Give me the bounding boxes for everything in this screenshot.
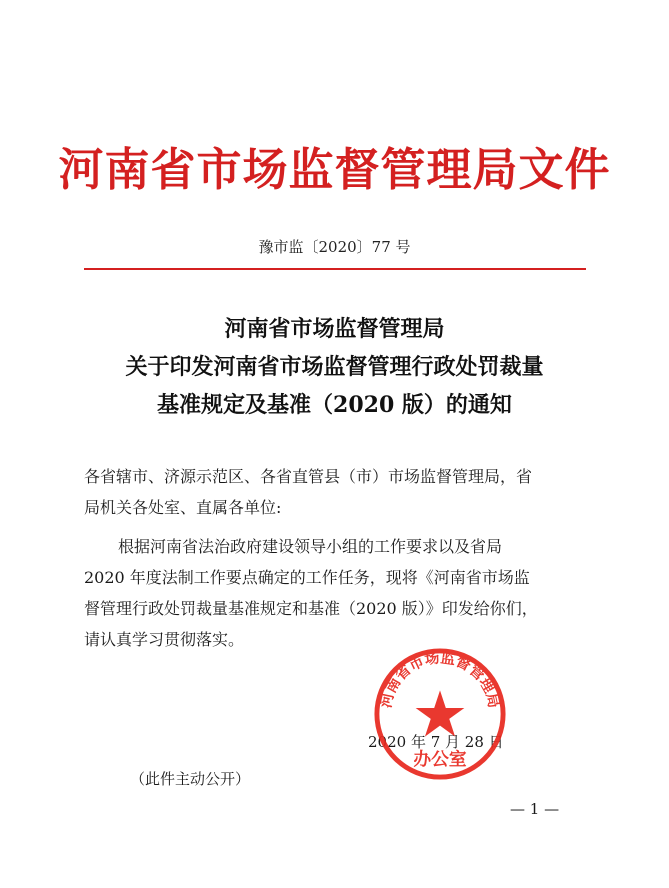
seal-star-icon — [416, 690, 465, 736]
title-line-3: 基准规定及基准（2020 版）的通知 — [157, 392, 512, 418]
issue-date: 2020 年 7 月 28 日 — [368, 733, 504, 751]
seal-ring-text: 河南省市场监督管理局 — [377, 649, 503, 710]
official-seal-icon — [371, 645, 509, 783]
seal-unit-text: 办公室 — [413, 750, 467, 771]
title-line-2: 关于印发河南省市场监督管理行政处罚裁量 — [125, 354, 544, 380]
disclosure-note: （此件主动公开） — [130, 770, 251, 788]
body-line-4: 2020 年度法制工作要点确定的工作任务，现将《河南省市场监 — [84, 568, 530, 587]
body-line-3: 根据河南省法治政府建设领导小组的工作要求以及省局 — [118, 537, 503, 556]
document-number: 豫市监〔2020〕77 号 — [258, 238, 411, 256]
page-number: — 1 — — [510, 800, 560, 818]
body-line-2: 局机关各处室、直属各单位: — [84, 498, 282, 517]
red-divider — [84, 268, 586, 270]
title-line-1: 河南省市场监督管理局 — [224, 316, 445, 342]
body-line-6: 请认真学习贯彻落实。 — [84, 630, 245, 649]
document-header: 河南省市场监督管理局文件 — [58, 143, 611, 196]
body-line-1: 各省辖市、济源示范区、各省直管县（市）市场监督管理局，省 — [84, 467, 533, 486]
body-line-5: 督管理行政处罚裁量基准规定和基准（2020 版）》印发给你们， — [84, 599, 538, 618]
